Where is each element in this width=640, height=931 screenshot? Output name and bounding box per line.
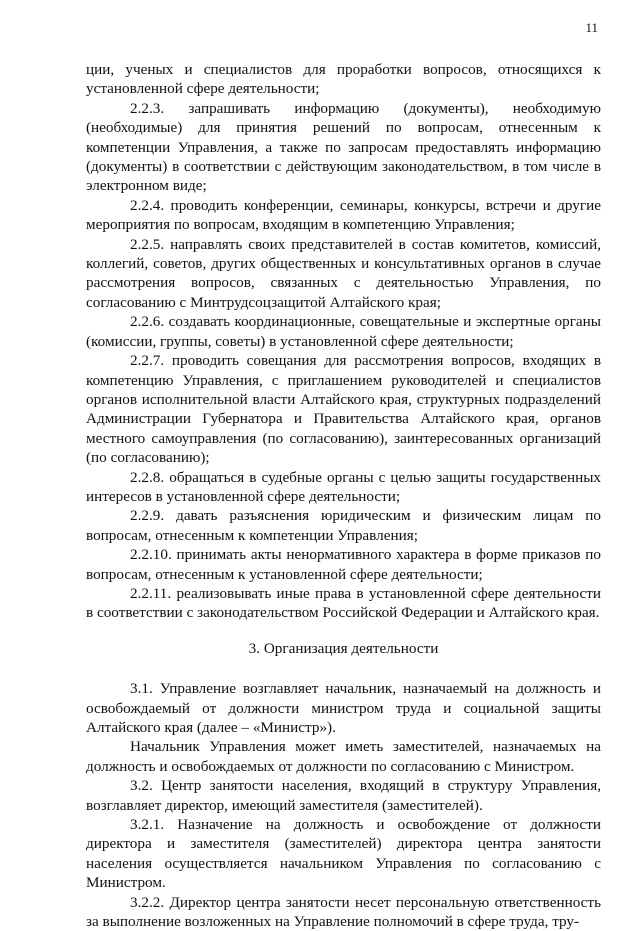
document-body xyxy=(86,60,601,931)
paragraph-2-2-6: 2.2.6. создавать координационные, совещательные и экспертные органы (комиссии, группы, советы) в установленной сфере деятельности; xyxy=(86,313,601,350)
paragraph-2-2-5: 2.2.5. направлять своих представителей в состав комитетов, комиссий, коллегий, советов, других общественных и консультативных органов в случае рассмотрения вопросов, связанных с деятельностью Управления, по согласованию с Минтрудсоцзащитой Алтайского края; xyxy=(86,235,601,311)
paragraph-3-2: 3.2. Центр занятости населения, входящий в структуру Управления, возглавляет директор, имеющий заместителя (заместителей). xyxy=(86,777,601,814)
paragraphs-after xyxy=(86,679,601,931)
paragraph-3-2-2: 3.2.2. Директор центра занятости несет персональную ответственность за выполнение возложенных на Управление полномочий в сфере труда, тру- xyxy=(86,893,601,931)
page-number: 11 xyxy=(585,20,598,35)
paragraph-3-2-1: 3.2.1. Назначение на должность и освобождение от должности директора и заместителя (заместителей) директора центра занятости населения осуществляется начальником Управления по согласованию с Министром. xyxy=(86,816,601,892)
paragraphs-before xyxy=(86,60,601,623)
paragraph-2-2-7: 2.2.7. проводить совещания для рассмотрения вопросов, входящих в компетенцию Управления, с приглашением руководителей и специалистов органов исполнительной власти Алтайского края, структурных подразделений Администрации Губернатора и Правительства Алтайского края, органов местного самоуправления (по согласованию), заинтересованных организаций (по согласованию); xyxy=(86,352,601,467)
paragraph-2-2-10: 2.2.10. принимать акты ненормативного характера в форме приказов по вопросам, отнесенным к установленной сфере деятельности; xyxy=(86,546,601,583)
paragraph-2-2-9: 2.2.9. давать разъяснения юридическим и физическим лицам по вопросам, отнесенным к компетенции Управления; xyxy=(86,507,601,544)
paragraph-3-1: 3.1. Управление возглавляет начальник, назначаемый на должность и освобождаемый от должности министром труда и социальной защиты Алтайского края (далее – «Министр»). xyxy=(86,680,601,736)
paragraph-deputies: Начальник Управления может иметь заместителей, назначаемых на должность и освобождаемых от должности по согласованию с Министром. xyxy=(86,738,601,775)
paragraph-2-2-4: 2.2.4. проводить конференции, семинары, конкурсы, встречи и другие мероприятия по вопросам, входящим в компетенцию Управления; xyxy=(86,196,601,234)
paragraph-continuation: ции, ученых и специалистов для проработки вопросов, относящихся к установленной сфере деятельности; xyxy=(86,61,601,98)
paragraph-2-2-8: 2.2.8. обращаться в судебные органы с целью защиты государственных интересов в установленной сфере деятельности; xyxy=(86,468,601,505)
paragraph-2-2-3: 2.2.3. запрашивать информацию (документы), необходимую (необходимые) для принятия решений по вопросам, отнесенным к компетенции Управления, а также по запросам предоставлять информацию (документы) в соответствии с действующим законодательством, в том числе в электронном виде; xyxy=(86,99,601,195)
section-heading: 3. Организация деятельности xyxy=(248,639,439,657)
paragraph-2-2-11: 2.2.11. реализовывать иные права в установленной сфере деятельности в соответствии с законодательством Российской Федерации и Алтайского края. xyxy=(86,584,601,622)
